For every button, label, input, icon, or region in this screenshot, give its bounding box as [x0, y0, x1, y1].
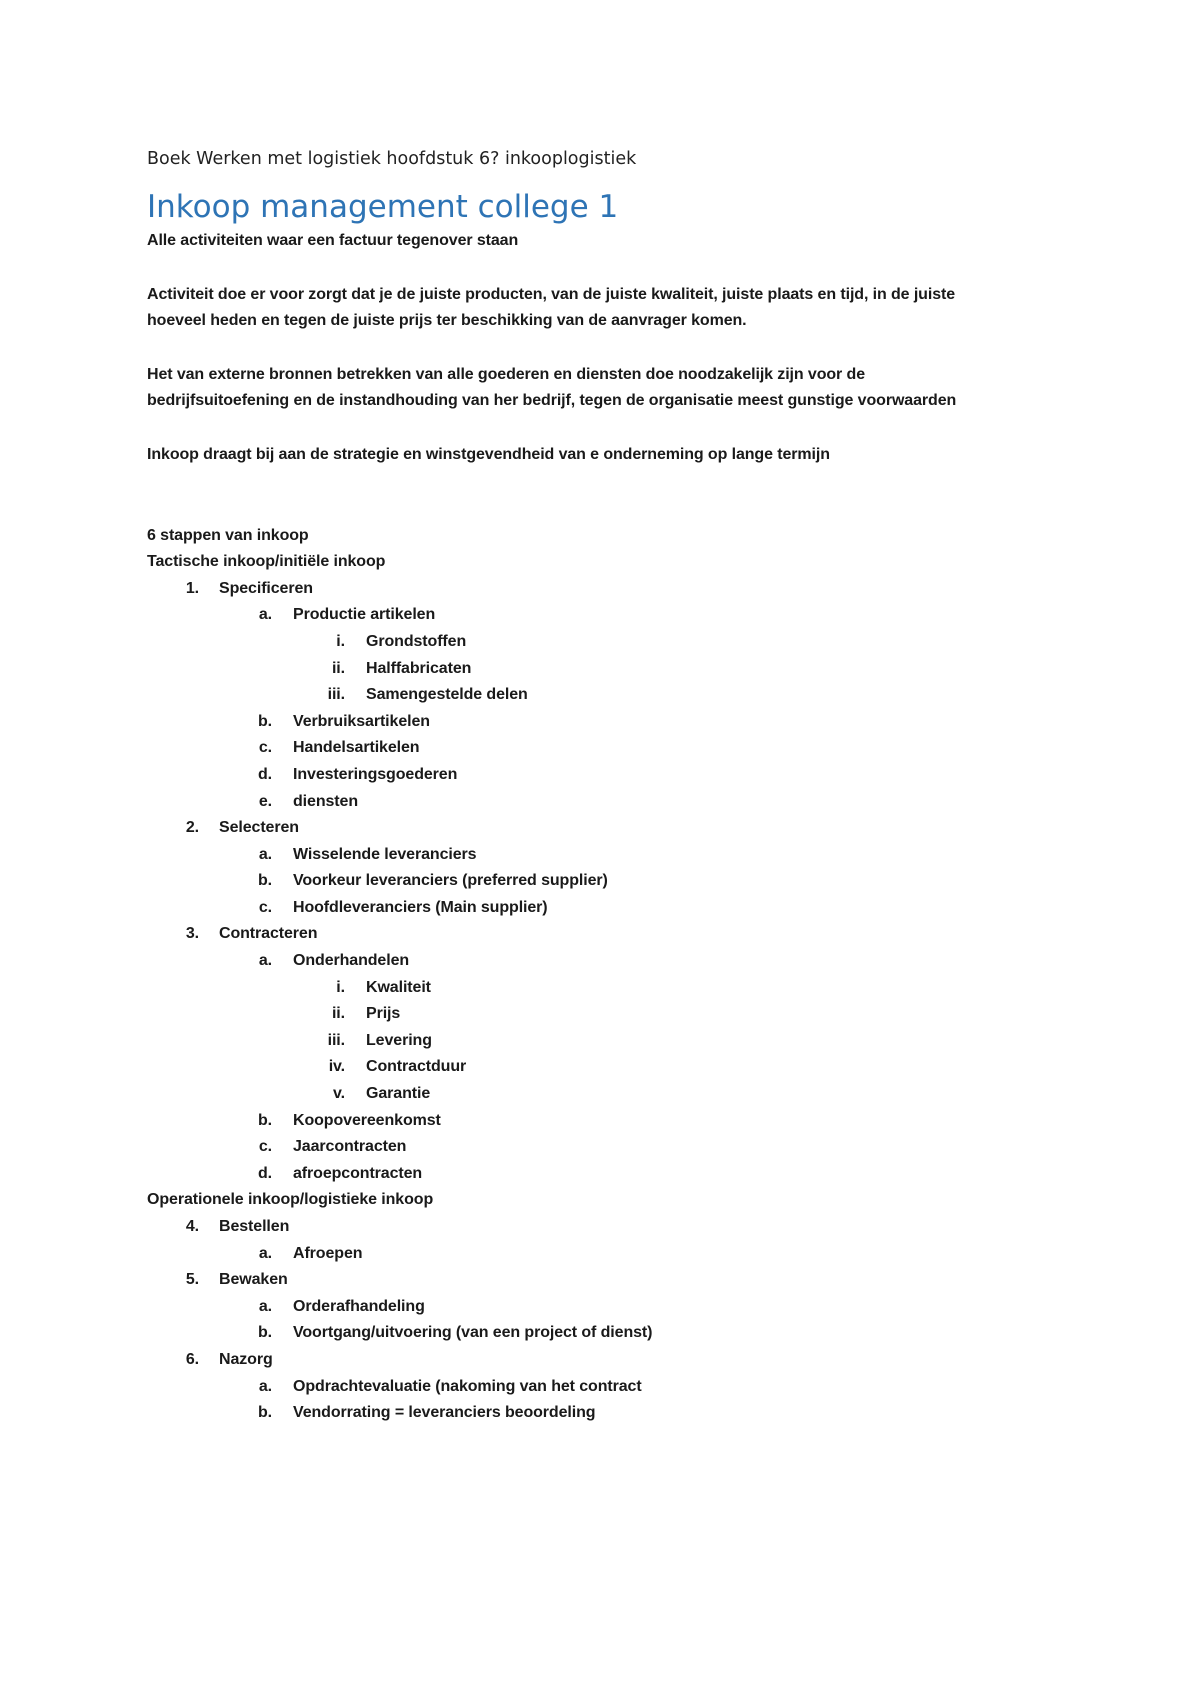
list-item-label: Productie artikelen — [293, 606, 436, 624]
list-item-label: Prijs — [366, 1005, 401, 1023]
list-marker: iii. — [327, 686, 345, 704]
list-item — [147, 1241, 1057, 1268]
document-page — [147, 146, 1057, 1427]
list-item — [147, 602, 1057, 629]
list-item — [147, 656, 1057, 683]
list-item — [147, 1347, 1057, 1374]
list-item-label: Samengestelde delen — [366, 686, 528, 704]
list-marker: 2. — [185, 819, 199, 837]
operational-heading: Operationele inkoop/logistieke inkoop — [147, 1191, 434, 1209]
list-marker: iii. — [327, 1031, 345, 1049]
list-item-label: Levering — [366, 1031, 432, 1049]
list-item-label: Koopovereenkomst — [293, 1111, 441, 1129]
list-item-label: Verbruiksartikelen — [293, 712, 430, 730]
list-marker: v. — [333, 1085, 345, 1103]
list-item-label: Onderhandelen — [293, 952, 410, 970]
list-item-label: Investeringsgoederen — [293, 765, 458, 783]
list-marker: b. — [257, 1404, 272, 1422]
list-marker: a. — [258, 845, 272, 863]
list-item — [147, 709, 1057, 736]
list-item-label: Voortgang/uitvoering (van een project of dienst) — [293, 1324, 653, 1342]
list-marker: a. — [258, 1244, 272, 1262]
steps-heading: 6 stappen van inkoop — [147, 526, 309, 544]
list-item-label: Specificeren — [219, 579, 313, 597]
list-marker: b. — [257, 1324, 272, 1342]
list-marker: i. — [336, 978, 345, 996]
list-marker: 4. — [185, 1218, 199, 1235]
intro-paragraph-1: Alle activiteiten waar een factuur tegenover staan — [147, 232, 519, 249]
list-marker: ii. — [331, 1005, 345, 1023]
list-marker: 3. — [185, 925, 199, 943]
list-marker: a. — [258, 952, 272, 970]
list-item — [147, 1214, 1057, 1241]
list-item — [147, 1374, 1057, 1401]
list-marker: d. — [257, 1164, 272, 1182]
list-marker: a. — [258, 1297, 272, 1315]
tactical-heading: Tactische inkoop/initiële inkoop — [147, 553, 386, 571]
list-marker: i. — [336, 632, 345, 650]
list-item — [147, 895, 1057, 922]
list-item-label: Garantie — [366, 1085, 431, 1103]
intro-paragraph-3-line-2: bedrijfsuitoefening en de instandhouding van her bedrijf, tegen de organisatie meest gunstige voorwaarden — [147, 392, 957, 410]
list-item — [147, 762, 1057, 789]
list-item-label: Kwaliteit — [366, 978, 431, 996]
list-marker: d. — [257, 765, 272, 783]
list-marker: 1. — [185, 579, 199, 597]
list-marker: b. — [257, 1111, 272, 1129]
list-item-label: Wisselende leveranciers — [293, 845, 477, 863]
list-item — [147, 629, 1057, 656]
list-item-label: Handelsartikelen — [293, 739, 420, 757]
document-subtitle: Boek Werken met logistiek hoofdstuk 6? inkooplogistiek — [147, 149, 637, 169]
list-item — [147, 1081, 1057, 1108]
list-item-label: Bewaken — [219, 1271, 288, 1289]
list-item-label: afroepcontracten — [293, 1164, 423, 1182]
list-item-label: Hoofdleveranciers (Main supplier) — [293, 898, 548, 916]
list-item — [147, 1054, 1057, 1081]
list-marker: c. — [258, 898, 272, 916]
list-item — [147, 1400, 1057, 1427]
list-item — [147, 815, 1057, 842]
list-item — [147, 975, 1057, 1002]
list-item-label: Grondstoffen — [366, 632, 467, 650]
operational-list — [147, 1214, 1057, 1427]
list-item-label: Selecteren — [219, 819, 299, 837]
list-item — [147, 1108, 1057, 1135]
list-item — [147, 1028, 1057, 1055]
list-item — [147, 868, 1057, 895]
list-item-label: Jaarcontracten — [293, 1138, 407, 1156]
list-marker: b. — [257, 712, 272, 730]
list-item — [147, 1294, 1057, 1321]
list-marker: 6. — [185, 1350, 199, 1368]
list-marker: b. — [257, 872, 272, 890]
list-item — [147, 576, 1057, 603]
list-item — [147, 1134, 1057, 1161]
list-item — [147, 842, 1057, 869]
list-item — [147, 1001, 1057, 1028]
list-item-label: diensten — [293, 792, 358, 810]
list-item — [147, 921, 1057, 948]
list-marker: e. — [258, 792, 272, 810]
list-item-label: Halffabricaten — [366, 659, 472, 677]
list-marker: c. — [258, 1138, 272, 1156]
intro-paragraph-2-line-2: hoeveel heden en tegen de juiste prijs ter beschikking van de aanvrager komen. — [147, 312, 747, 330]
list-item-label: Opdrachtevaluatie (nakoming van het contract — [293, 1377, 642, 1395]
intro-paragraph-2-line-1: Activiteit doe er voor zorgt dat je de juiste producten, van de juiste kwaliteit, juiste plaats en tijd, in de juiste — [147, 285, 956, 303]
list-item-label: Nazorg — [219, 1350, 273, 1368]
list-item — [147, 682, 1057, 709]
intro-paragraph-3-line-1: Het van externe bronnen betrekken van alle goederen en diensten doe noodzakelijk zijn voor de — [147, 365, 866, 383]
list-item — [147, 948, 1057, 975]
list-item-label: Vendorrating = leveranciers beoordeling — [293, 1404, 596, 1422]
tactical-list — [147, 576, 1057, 1188]
list-item — [147, 1320, 1057, 1347]
list-item — [147, 735, 1057, 762]
list-marker: iv. — [328, 1058, 345, 1076]
list-marker: ii. — [331, 659, 345, 677]
list-item — [147, 789, 1057, 816]
document-title: Inkoop management college 1 — [147, 189, 619, 225]
list-item — [147, 1161, 1057, 1188]
list-item-label: Bestellen — [219, 1218, 290, 1235]
list-item-label: Afroepen — [293, 1244, 363, 1262]
list-marker: c. — [258, 739, 272, 757]
list-marker: a. — [258, 1377, 272, 1395]
list-item-label: Orderafhandeling — [293, 1297, 425, 1315]
list-item — [147, 1267, 1057, 1294]
list-marker: a. — [258, 606, 272, 624]
list-item-label: Contractduur — [366, 1058, 467, 1076]
intro-paragraph-4: Inkoop draagt bij aan de strategie en winstgevendheid van e onderneming op lange termijn — [147, 445, 830, 463]
list-marker: 5. — [185, 1271, 199, 1289]
list-item-label: Voorkeur leveranciers (preferred supplier) — [293, 872, 608, 890]
list-item-label: Contracteren — [219, 925, 318, 943]
